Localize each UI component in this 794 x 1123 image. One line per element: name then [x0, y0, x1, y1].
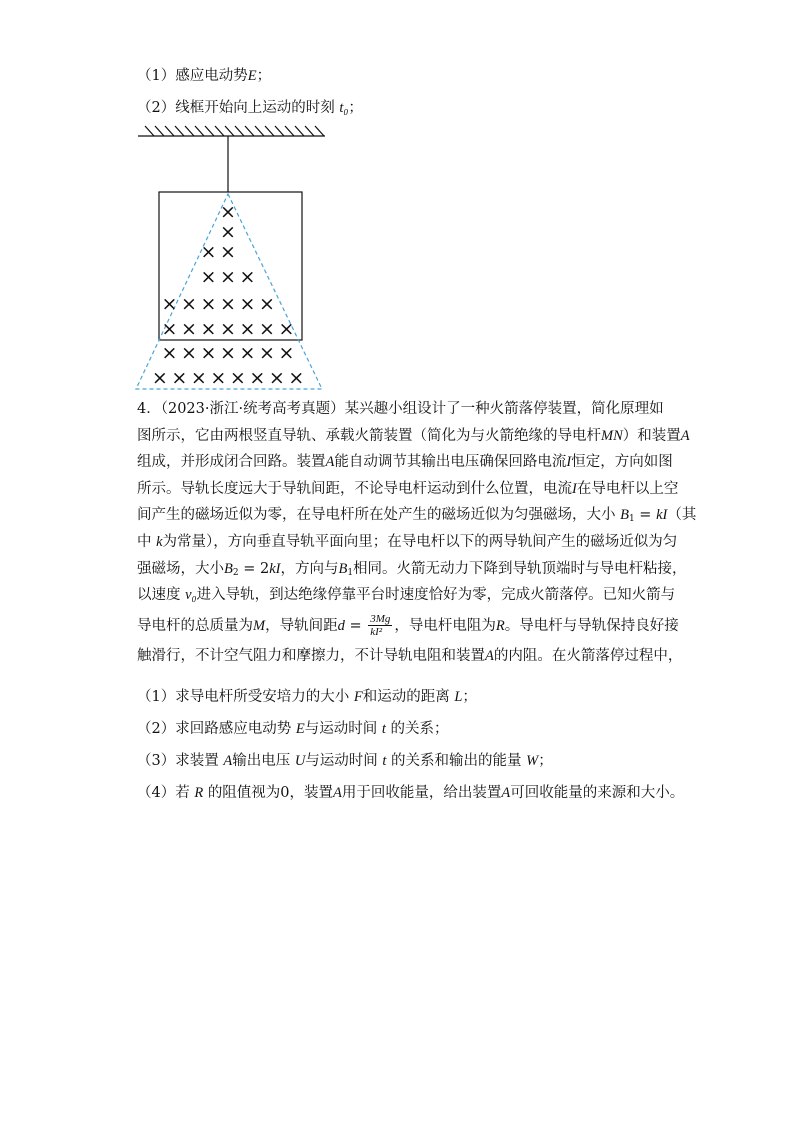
field-cross-mark: ×: [220, 266, 236, 288]
field-cross-mark: ×: [229, 367, 246, 389]
problem-line-6: 中 k为常量），方向垂直导轨平面向里；在导电杆以下的两导轨间产生的磁场近似为匀: [137, 533, 678, 550]
wire-frame-figure: [0, 0, 794, 400]
field-cross-mark: ×: [239, 293, 256, 315]
field-cross-mark: ×: [220, 221, 236, 243]
ceiling-hatch-mark: [155, 126, 164, 136]
field-cross-mark: ×: [200, 293, 217, 315]
problem-line-2: 图所示，它由两根竖直导轨、承载火箭装置（简化为与火箭绝缘的导电杆MN）和装置A: [137, 427, 690, 444]
ceiling-hatch-mark: [145, 126, 154, 136]
field-cross-mark: ×: [210, 367, 227, 389]
field-cross-mark: ×: [190, 367, 207, 389]
field-cross-mark: ×: [200, 241, 217, 263]
field-cross-mark: ×: [200, 266, 217, 288]
field-cross-mark: ×: [249, 367, 266, 389]
ceiling-hatch-mark: [185, 126, 194, 136]
field-cross-mark: ×: [288, 367, 305, 389]
field-cross-mark: ×: [220, 342, 236, 364]
field-cross-mark: ×: [220, 293, 236, 315]
problem-line-1: 4．（2023·浙江·统考高考真题）某兴趣小组设计了一种火箭落停装置，简化原理如: [137, 401, 664, 417]
problem-line-3: 组成，并形成闭合回路。装置A能自动调节其输出电压确保回路电流I恒定，方向如图: [137, 454, 673, 471]
field-cross-mark: ×: [268, 367, 285, 389]
field-cross-mark: ×: [259, 293, 275, 315]
ceiling-hatch-mark: [275, 126, 284, 136]
problem-line-5: 间产生的磁场近似为零，在导电杆所在处产生的磁场近似为匀强磁场，大小 $B_1 = kI$（其: [137, 507, 697, 525]
field-cross-mark: ×: [239, 318, 256, 340]
field-cross-mark: ×: [181, 293, 197, 315]
ceiling-hatch-mark: [195, 126, 204, 136]
field-cross-mark: ×: [200, 342, 217, 364]
problem-line-4: 所示。导轨长度远大于导轨间距，不论导电杆运动到什么位置，电流I在导电杆以上空: [137, 480, 679, 497]
field-cross-mark: ×: [220, 201, 236, 223]
field-cross-mark: ×: [259, 318, 275, 340]
field-cross-mark: ×: [220, 318, 236, 340]
problem-line-10: 触滑行，不计空气阻力和摩擦力，不计导轨电阻和装置A的内阻。在火箭落停过程中，: [137, 647, 683, 664]
ceiling-hatch-mark: [245, 126, 254, 136]
field-cross-mark: ×: [278, 342, 295, 364]
ceiling-hatch-mark: [225, 126, 234, 136]
problem-line-7: 强磁场，大小$B_2 = 2kI$，方向与$B_1$相同。火箭无动力下降到导轨顶端时与导电杆粘接，: [137, 560, 687, 578]
ceiling-hatch: [145, 126, 324, 136]
field-cross-mark: ×: [239, 266, 256, 288]
sub-question-2: （2）求回路感应电动势 E与运动时间 t 的关系；: [137, 721, 449, 737]
field-cross-mark: ×: [161, 318, 178, 340]
sub-question-1: （1）求导电杆所受安培力的大小 F和运动的距离 L；: [137, 689, 477, 705]
ceiling-hatch-mark: [235, 126, 244, 136]
problem-line-9: 导电杆的总质量为M，导轨间距d = $\frac{3Mg}{\text{kI²}}$ ，导电杆电阻为R。导电杆与导轨保持良好接: [137, 613, 679, 639]
ceiling-hatch-mark: [265, 126, 274, 136]
field-cross-mark: ×: [259, 342, 275, 364]
field-cross-mark: ×: [161, 342, 178, 364]
ceiling: [138, 126, 325, 136]
problem-line-8: 以速度 v₀进入导轨，到达绝缘停靠平台时速度恰好为零，完成火箭落停。已知火箭与: [137, 587, 676, 604]
question-2-time: （2）线框开始向上运动的时刻 t₀；: [137, 100, 363, 116]
ceiling-hatch-mark: [305, 126, 314, 136]
ceiling-hatch-mark: [215, 126, 224, 136]
ceiling-hatch-mark: [285, 126, 294, 136]
problem-4-text: [137, 396, 697, 669]
magnetic-field-crosses: [152, 201, 304, 389]
field-cross-mark: ×: [278, 318, 295, 340]
ceiling-hatch-mark: [255, 126, 264, 136]
sub-question-4: （4）若 R 的阻值视为0，装置A用于回收能量，给出装置A可回收能量的来源和大小。: [137, 785, 685, 801]
field-cross-mark: ×: [181, 342, 197, 364]
field-cross-mark: ×: [151, 367, 168, 389]
ceiling-hatch-mark: [295, 126, 304, 136]
field-cross-mark: ×: [161, 293, 178, 315]
question-1-emf: （1）感应电动势E；: [137, 68, 272, 84]
field-cross-mark: ×: [181, 318, 197, 340]
sub-question-3: （3）求装置 A输出电压 U与运动时间 t 的关系和输出的能量 W；: [137, 753, 553, 769]
ceiling-hatch-mark: [165, 126, 174, 136]
ceiling-hatch-mark: [205, 126, 214, 136]
field-cross-mark: ×: [171, 367, 188, 389]
problem-number-source: 4．（2023·浙江·统考高考真题）: [137, 401, 345, 417]
ceiling-hatch-mark: [175, 126, 184, 136]
distance-fraction: $\frac{3Mg}{\text{kI²}}$: [370, 613, 391, 639]
field-cross-mark: ×: [239, 342, 256, 364]
ceiling-hatch-mark: [315, 126, 324, 136]
field-cross-mark: ×: [200, 318, 217, 340]
field-cross-mark: ×: [220, 241, 236, 263]
